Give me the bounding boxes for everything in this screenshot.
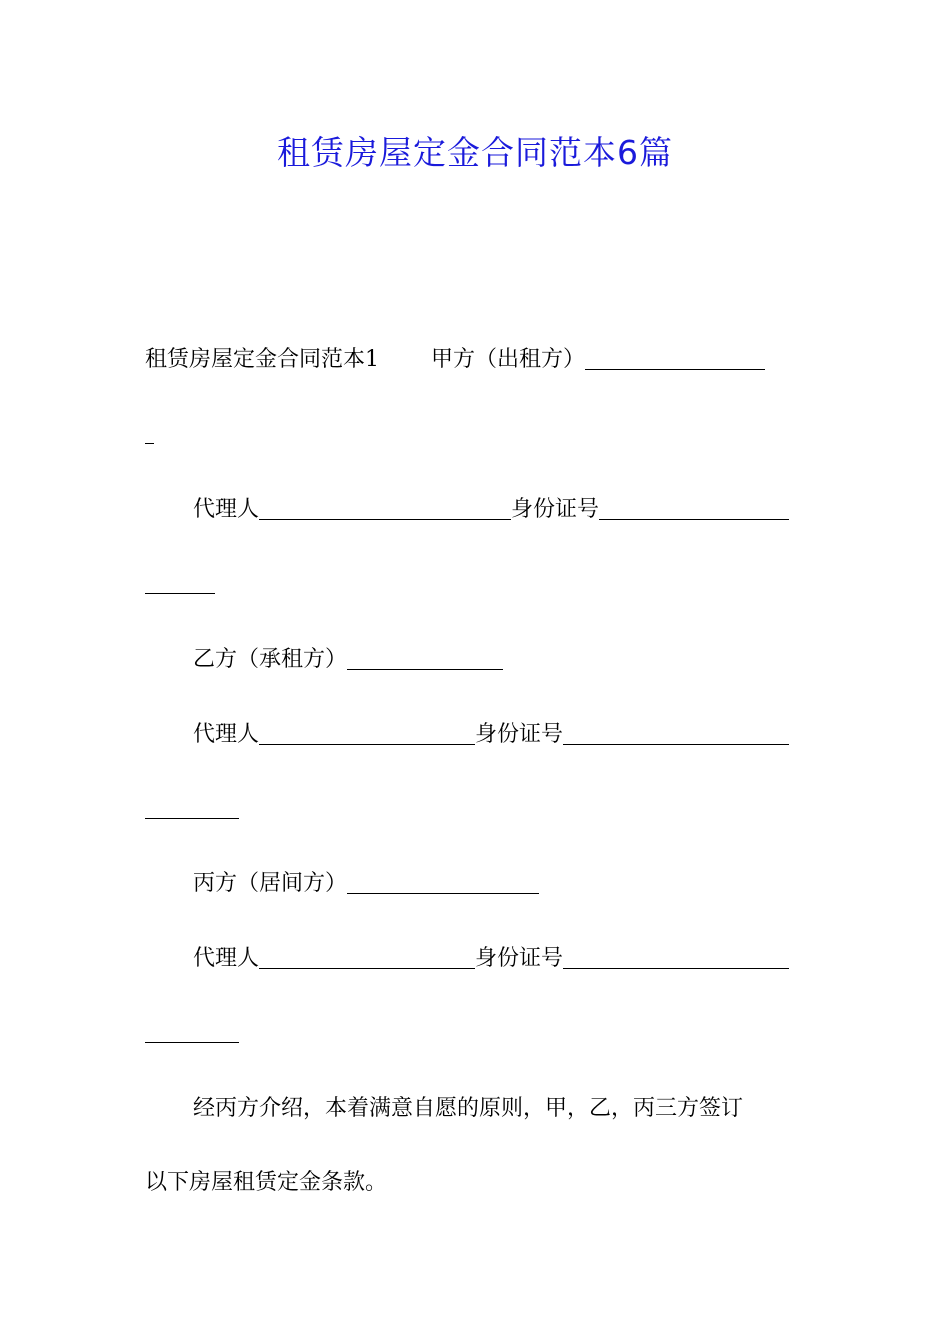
party-b-agent-line (193, 715, 807, 755)
party-a-line (145, 340, 807, 380)
party-c-blank[interactable] (347, 867, 539, 894)
party-a-blank-continuation (145, 443, 154, 444)
party-c-agent-line (193, 939, 807, 979)
party-c-agent-blank[interactable] (259, 942, 475, 969)
party-c-id-label: 身份证号 (475, 946, 564, 971)
party-a-agent-blank[interactable] (259, 493, 511, 520)
section-heading: 租赁房屋定金合同范本1 (145, 347, 379, 372)
party-b-line (193, 640, 807, 680)
party-c-agent-label: 代理人 (193, 946, 260, 971)
party-b-id-blank[interactable] (563, 718, 789, 745)
party-c-id-blank-continuation (145, 1042, 239, 1043)
party-a-agent-label: 代理人 (193, 497, 260, 522)
intro-line-2: 以下房屋租赁定金条款。 (145, 1170, 388, 1195)
party-a-id-blank-continuation (145, 593, 215, 594)
party-a-label: 甲方（出租方） (431, 347, 586, 372)
party-b-agent-blank[interactable] (259, 718, 475, 745)
party-c-id-blank[interactable] (563, 942, 789, 969)
party-c-line (193, 864, 807, 904)
party-c-label: 丙方（居间方） (193, 871, 348, 896)
party-b-label: 乙方（承租方） (193, 647, 348, 672)
party-a-agent-line (193, 490, 807, 530)
party-a-id-blank[interactable] (599, 493, 789, 520)
document-title: 租赁房屋定金合同范本6篇 (277, 133, 673, 172)
party-b-id-blank-continuation (145, 818, 239, 819)
party-b-agent-label: 代理人 (193, 722, 260, 747)
party-a-id-label: 身份证号 (511, 497, 600, 522)
party-b-id-label: 身份证号 (475, 722, 564, 747)
intro-line-1: 经丙方介绍，本着满意自愿的原则，甲，乙，丙三方签订 (193, 1096, 744, 1121)
party-a-blank[interactable] (585, 343, 765, 370)
party-b-blank[interactable] (347, 643, 503, 670)
